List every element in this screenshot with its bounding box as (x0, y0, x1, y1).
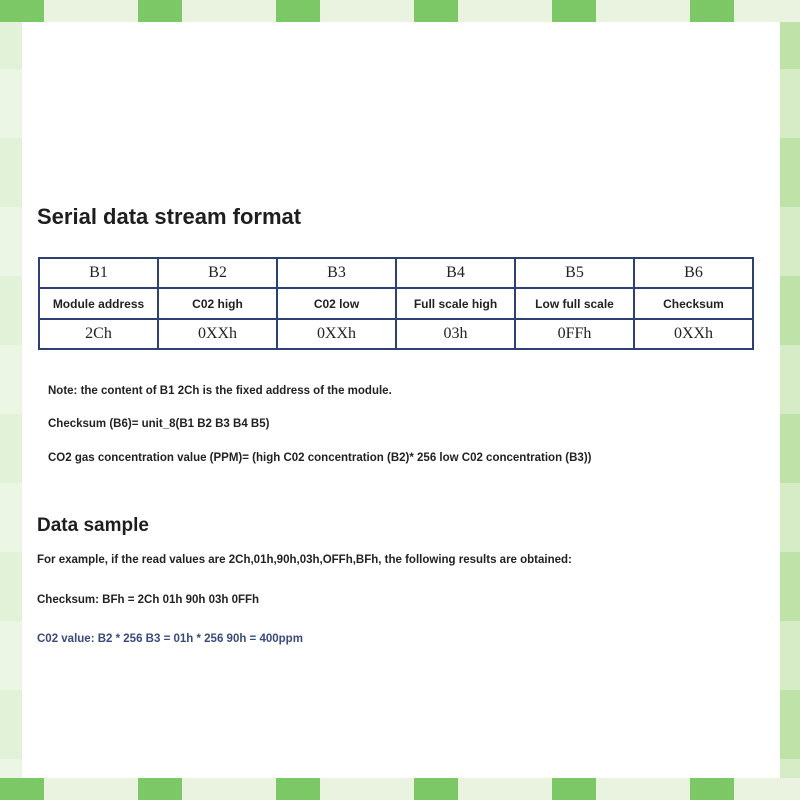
sample-checksum: Checksum: BFh = 2Ch 01h 90h 03h 0FFh (37, 594, 260, 606)
document-card (22, 22, 780, 778)
note-fixed-address: Note: the content of B1 2Ch is the fixed address of the module. (48, 385, 392, 397)
data-format-table (38, 257, 754, 350)
table-cell-label: Full scale high (396, 288, 515, 319)
table-cell-value: 03h (396, 319, 515, 349)
table-cell-label: Low full scale (515, 288, 634, 319)
table-header: B1 (39, 258, 158, 288)
table-header: B6 (634, 258, 753, 288)
sample-intro: For example, if the read values are 2Ch,01h,90h,03h,OFFh,BFh, the following results are obtained: (37, 554, 572, 566)
table-header: B2 (158, 258, 277, 288)
note-checksum-formula: Checksum (B6)= unit_8(B1 B2 B3 B4 B5) (48, 418, 270, 430)
table-cell-label: C02 low (277, 288, 396, 319)
table-row-labels (39, 288, 753, 319)
table-cell-value: 0XXh (277, 319, 396, 349)
table-cell-value: 2Ch (39, 319, 158, 349)
table-cell-label: C02 high (158, 288, 277, 319)
table-cell-value: 0XXh (634, 319, 753, 349)
note-co2-formula: CO2 gas concentration value (PPM)= (high C02 concentration (B2)* 256 low C02 concentration (B3)) (48, 452, 592, 464)
table-header: B4 (396, 258, 515, 288)
table-cell-label: Module address (39, 288, 158, 319)
table-cell-value: 0FFh (515, 319, 634, 349)
table-header: B5 (515, 258, 634, 288)
sample-co2-value: C02 value: B2 * 256 B3 = 01h * 256 90h = 400ppm (37, 633, 303, 645)
table-cell-value: 0XXh (158, 319, 277, 349)
table-row-headers (39, 258, 753, 288)
bottom-border-strip (0, 778, 800, 800)
top-border-strip (0, 0, 800, 22)
table-row-values (39, 319, 753, 349)
table-cell-label: Checksum (634, 288, 753, 319)
section-title-data-sample: Data sample (37, 515, 149, 536)
table-header: B3 (277, 258, 396, 288)
page-title: Serial data stream format (37, 204, 302, 229)
